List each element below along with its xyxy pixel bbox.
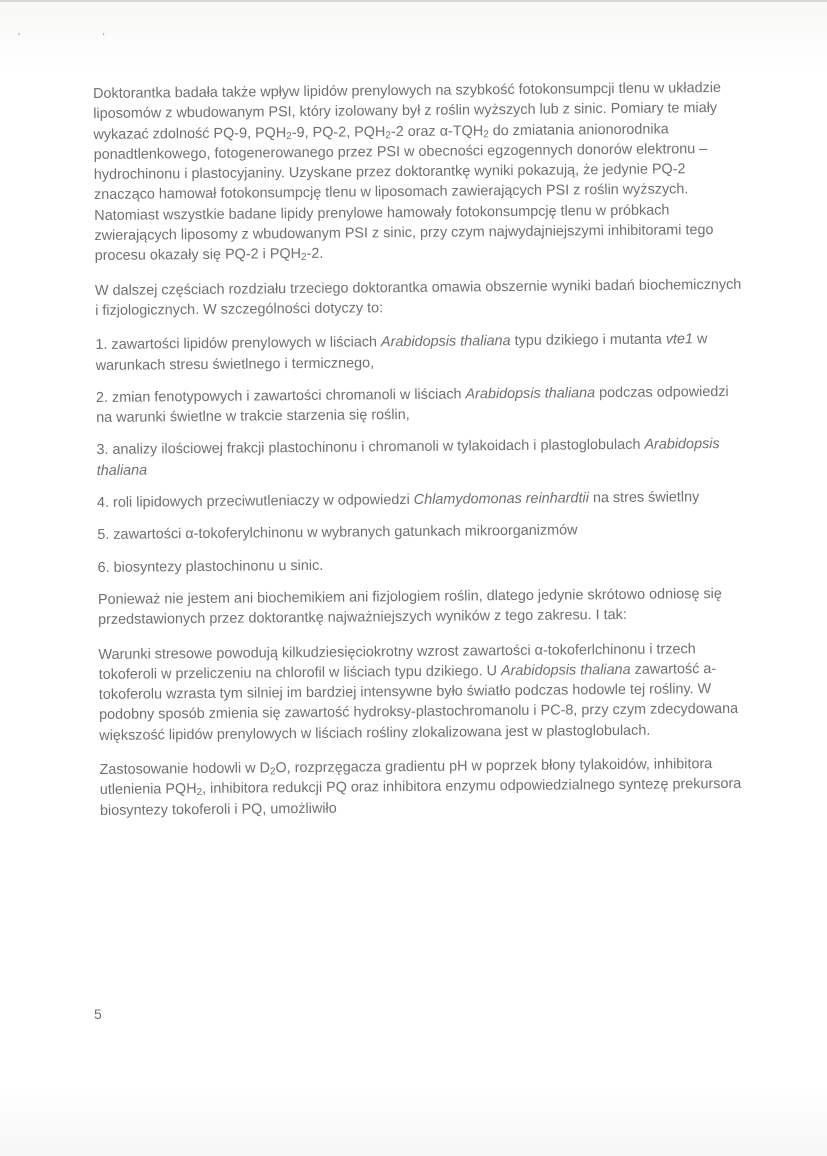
subscript: 2	[483, 128, 489, 140]
text-run: na stres świetlny	[588, 489, 700, 507]
list-item	[97, 519, 747, 546]
text-run: Zastosowanie hodowli w D	[99, 760, 271, 778]
text-run: 3. analizy ilościowej frakcji plastochinonu i chromanoli w tylakoidach i plastoglobulach	[96, 437, 645, 459]
list-item	[98, 551, 748, 578]
italic-term: Arabidopsis thaliana	[380, 333, 511, 351]
subscript: 2	[196, 787, 203, 799]
page-number: 5	[94, 1006, 102, 1022]
text-run: -9, PQ-2, PQH	[291, 123, 386, 141]
italic-term: Arabidopsis thaliana	[465, 385, 596, 403]
paragraph-3	[98, 584, 748, 631]
text-run: zawartość a-tokoferolu wzrasta tym silniej im bardziej intensywne było światło podczas hodowle tej rośliny. W podobny sposób zmienia się zawartość hydroksy-plastochromanolu i PC-8, przy czym zdecydowana większość lipidów prenylowych w liściach rośliny zlokalizowana jest w plastoglobulach.	[98, 660, 739, 744]
text-run: -2.	[306, 246, 324, 263]
paragraph-4	[98, 638, 749, 746]
text-run: Warunki stresowe powodują kilkudziesięciokrotny wzrost zawartości α-tokoferlchinonu i trzech tokoferoli w przeliczeniu na chlorofil w liściach typu dzikiego. U	[98, 640, 696, 683]
text-run: 6. biosyntezy plastochinonu u sinic.	[97, 557, 324, 576]
list-item	[97, 487, 747, 514]
scan-edge	[0, 0, 827, 2]
text-run: O, rozprzęgacza gradientu pH w poprzek błony tylakoidów, inhibitora utlenienia PQH	[99, 756, 713, 799]
text-run: W dalszej częściach rozdziału trzeciego doktorantka omawia obszernie wyniki badań biochemicznych i fizjologicznych. W szczególności dotyczy to:	[94, 276, 742, 319]
text-run: Doktorantka badała także wpływ lipidów prenylowych na szybkość fotokonsumpcji tlenu w układzie liposomów z wbudowanym PSI, który izolowany był z roślin wyższych lub z sinic. Pomiary te miały wykazać zdolność PQ-9, PQH	[93, 79, 722, 143]
text-run: -2 oraz α-TQH	[390, 122, 484, 140]
paragraph-1	[93, 78, 745, 267]
paragraph-5	[99, 754, 750, 821]
text-run: 2. zmian fenotypowych i zawartości chromanoli w liściach	[95, 386, 466, 406]
italic-term: Arabidopsis thaliana	[500, 661, 631, 679]
subscript: 2	[269, 766, 276, 778]
italic-term: Arabidopsis thaliana	[96, 436, 720, 479]
paragraph-2	[95, 274, 745, 321]
text-run: typu dzikiego i mutanta	[510, 331, 666, 350]
italic-term: Chlamydomonas reinhardtii	[413, 490, 589, 508]
text-run: 5. zawartości α-tokoferylchinonu w wybranych gatunkach mikroorganizmów	[97, 522, 578, 544]
text-run: 1. zawartości lipidów prenylowych w liściach	[95, 334, 382, 354]
list-item	[96, 382, 746, 429]
text-run: podczas odpowiedzi na warunki świetlne w trakcie starzenia się roślin,	[96, 383, 729, 427]
findings-list	[95, 329, 747, 578]
subscript: 2	[286, 130, 292, 142]
text-run: do zmiatania anionorodnika ponadtlenkowego, fotogenerowanego przez PSI w obecności egzogennych donorów elektronu – hydrochinonu i plastocyjaniny. Uzyskane przez doktorantkę wyniki pokazują, że jedynie PQ-2 znacząco hamował fotokonsumpcję tlenu w liposomach zawierających PSI z roślin wyższych. Natomiast wszystkie badane lipidy prenylowe hamowały fotokonsumpcję tlenu w próbkach zwierających liposomy z wbudowanym PSI z sinic, przy czym najwydajniejszymi inhibitorami tego procesu okazały się PQ-2 i PQH	[93, 121, 714, 265]
italic-term: vte1	[665, 331, 694, 348]
list-item	[95, 329, 745, 376]
text-run: 4. roli lipidowych przeciwutleniaczy w odpowiedzi	[96, 491, 414, 512]
text-run: Ponieważ nie jestem ani biochemikiem ani fizjologiem roślin, dlatego jedynie skrótowo odniosę się przedstawionych przez doktorantkę najważniejszych wyników z tego zakresu. I tak:	[97, 585, 722, 629]
text-run: , inhibitora redukcji PQ oraz inhibitora enzymu odpowiedzialnego syntezę prekursora biosyntezy tokoferoli i PQ, umożliwiło	[99, 776, 742, 819]
subscript: 2	[300, 252, 307, 264]
text-run: w warunkach stresu świetlnego i termicznego,	[95, 331, 708, 374]
corner-mark: ' '	[18, 32, 145, 43]
page-body	[93, 78, 750, 835]
list-item	[96, 434, 746, 481]
subscript: 2	[385, 129, 391, 141]
